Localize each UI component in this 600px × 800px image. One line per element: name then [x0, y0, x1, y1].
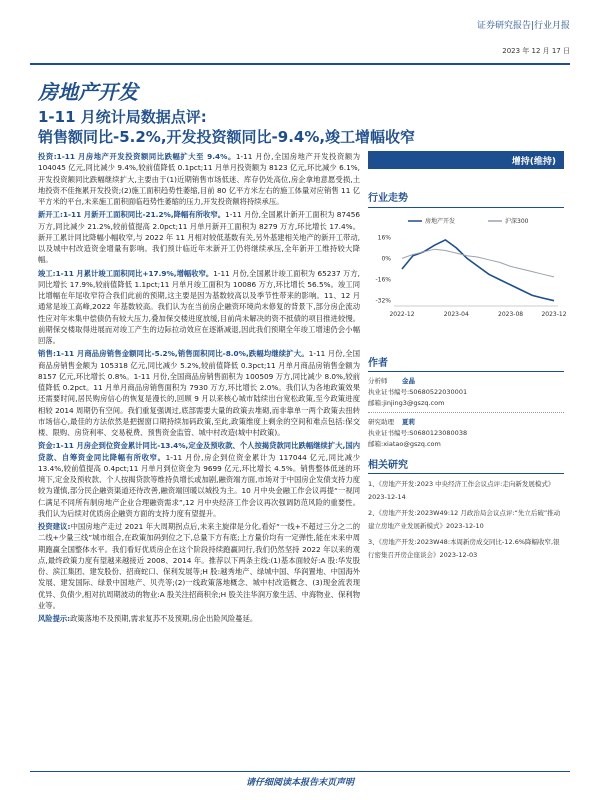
x-tick-label: 2022-12	[389, 311, 415, 318]
y-tick-label: -32%	[375, 297, 391, 305]
main-body	[38, 151, 360, 626]
related-section-title: 相关研究	[368, 456, 564, 474]
authors-section-title: 作者	[368, 354, 564, 372]
related-item[interactable]: 3、《房地产开发:2023W48:本周新房成交同比-12.6%降幅收窄,银行密集召开房企座谈会》2023-12-03	[368, 538, 560, 559]
series-line-2	[402, 249, 554, 277]
report-headline: 销售额同比-5.2%,开发投资额同比-9.4%,竣工增幅收窄	[38, 128, 416, 146]
author-1	[368, 376, 564, 409]
author-2	[368, 417, 564, 450]
paragraph-sales: 销售:1-11 月商品房销售金额同比-5.2%,销售面积同比-8.0%,跌幅均继续扩大。1-11 月份,全国商品房销售金额为 105318 亿元,同比减少 5.2%,较前值降低 0.3pct;11 月单月商品房销售金额为 8157 亿元,环比增长 0.8%。1-11 月份,全国商品房销售面积为 100509 万方,同比减少 8.0%,较前值降低 0.2pct。11 月单月商品房销售面积为 7930 万方,环比增长 2.0%。我们认为各地政策效果还需要时间,居民购房信心的恢复是漫长的,回顾 9 月以来核心城市陆续出台宽松政策,至今政策进度相较 2014 周期仍有空间。我们重复强调过,底部需要大量的政策去堆砌,而非靠单一两个政策去扭转市场信心,最佳的方法依然是把握窗口期持续加码政策,至此,政策维度上剩余的空间和难点包括:保交楼、限购、房贷利率、交易税费、预售资金监管、城中村改造(城中村政策)。	[38, 349, 361, 437]
report-type: 证券研究报告|行业月报	[476, 21, 570, 31]
author-divider	[368, 412, 564, 413]
report-subtitle: 1-11 月统计局数据点评:	[38, 108, 207, 126]
report-date: 2023 年 12 月 17 日	[502, 47, 570, 55]
author-name: 夏莉	[402, 418, 415, 426]
trend-chart-svg	[368, 214, 567, 326]
y-tick-label: 0%	[381, 255, 391, 263]
license-number: S0680522030001	[409, 388, 468, 396]
paragraph-investment: 投资:1-11 月房地产开发投资额同比跌幅扩大至 9.4%。1-11 月份,全国房地产开发投资额为 104045 亿元,同比减少 9.4%,较前值降低 0.1pct;11 月单月投资额为 8123 亿元,环比减少 6.1%,开发投资额同比跌幅继续扩大,主要由于(1)近期销售市场低迷、库存仍处高位,房企拿地意愿受损,土地投资不佳拖累开发投资;(2)施工面积趋势性萎缩,目前 80 亿平方米左右的施工体量对应销售 11 亿平方米的平台,未来施工面积面临趋势性萎缩的压力,开发投资额将持续承压。	[38, 152, 361, 206]
author-name: 金晶	[402, 377, 415, 385]
email-label: 邮箱:	[368, 440, 384, 448]
x-tick-label: 2023-08	[498, 311, 524, 318]
email-label: 邮箱:	[368, 399, 384, 407]
sidebar	[368, 151, 567, 565]
trend-chart	[368, 214, 567, 326]
paragraph-risk: 风险提示:政策落地不及预期,需求复苏不及预期,房企出险风险蔓延。	[38, 614, 258, 623]
rating-badge: 增持(维持)	[368, 151, 564, 169]
footer-disclaimer: 请仔细阅读本报告末页声明	[245, 778, 354, 788]
trend-section-title: 行业走势	[368, 189, 564, 208]
industry-title: 房地产开发	[38, 80, 138, 104]
related-item[interactable]: 2、《房地产开发:2023W49:12 月政治局会议点评:“先立后破”推动建立房地产业发展新模式》2023-12-10	[368, 509, 561, 530]
author-role: 分析师	[368, 377, 388, 385]
author-email[interactable]: xiatao@gszq.com	[383, 440, 441, 448]
related-item[interactable]: 1、《房地产开发:2023 中央经济工作会议点评:走向新发展模式》2023-12-14	[368, 480, 555, 501]
x-tick-label: 2023-04	[443, 311, 469, 318]
x-tick-label: 2023-12	[541, 311, 567, 318]
related-list	[368, 478, 564, 561]
license-number: S0680123080038	[409, 429, 468, 437]
author-role: 研究助理	[368, 418, 394, 426]
paragraph-investment-advice: 投资建议:中国房地产走过 2021 年大周期拐点后,未来主旋律是分化,看好“一线+不超过三分之二的二线+少量三线”城市组合,在政策加码到位之下,总量下方有底;上方量价均有一定弹性,能在未来中周期跑赢全国整体水平。我们看好优质房企在这个阶段持续跑赢同行,我们仍然坚持 2022 年以来的观点,最终政策力度有望越来越接近 2008、2014 年。推荐以下两条主线:(1)基本面较好:A 股:华发股份、滨江集团、建发股份、招商蛇口、保利发展等;H 股:越秀地产、绿城中国、华润置地、中国海外发展、建发国际、绿景中国地产、贝壳等;(2)一线政策落地概念、城中村改造概念、(3)现金流表现优异、负债少,相对抗周期波动的物业:A 股关注招商积余;H 股关注华润万象生活、中海物业、保利物业等。	[38, 522, 360, 610]
license-label: 执业证书编号:	[368, 429, 410, 437]
legend-label: 房地产开发	[425, 218, 456, 225]
author-email[interactable]: jinjing3@gszq.com	[383, 399, 445, 407]
footer-divider	[30, 771, 570, 772]
paragraph-new-construction: 新开工:1-11 月新开工面积同比-21.2%,降幅有所收窄。1-11 月份,全国累计新开工面积为 87456 万方,同比减少 21.2%,较前值提高 2.0pct;11 月单月新开工面积为 8279 万方,环比增长 17.4%。新开工累计同比降幅小幅收窄,与 2022 年 11 月相对较低基数有关,另外基建相关地产的新开工带动,以及城中村改造资金增量有影响。我们预计临近年末新开工仍将继续承压,全年新开工维持较大降幅。	[38, 210, 360, 265]
y-tick-label: -16%	[375, 276, 391, 284]
series-line-1	[402, 240, 554, 301]
header-divider	[30, 63, 570, 65]
legend-label: 沪深300	[505, 218, 529, 225]
y-tick-label: 16%	[377, 234, 391, 242]
paragraph-funding: 资金:1-11 月房企到位资金累计同比-13.4%,定金及预收款、个人按揭贷款同比跌幅继续扩大,国内贷款、自筹资金同比降幅有所收窄。1-11 月份,房企到位资金累计为 117044 亿元,同比减少 13.4%,较前值提高 0.4pct;11 月单月到位资金为 9699 亿元,环比增长 4.5%。销售整体低迷的环境下,定金及预收款、个人按揭贷款等维持负增长或加剧,融资端方面,市场对于中国房企发债支持力度较为谨慎,部分民企融资渠道还待改善,融资端回暖以城投为主。10 月中央金融工作会议再提“一视同仁满足不同所有制房地产企业合理融资需求”,12 月中央经济工作会议再次强调防范风险的重要性。我们认为后续对优质房企融资方面的支持力度有望提升。	[38, 441, 360, 518]
paragraph-completion: 竣工:1-11 月累计竣工面积同比+17.9%,增幅收窄。1-11 月份,全国累计竣工面积为 65237 万方,同比增长 17.9%,较前值降低 1.1pct;11 月单月竣工面积为 10086 万方,环比增长 56.5%。竣工同比增幅在年尾收窄符合我们此前的预期,这主要是因为基数较高以及季节性带来的影响。11、12 月通常是竣工高峰,2022 年基数较高。我们认为在当前房企融资环境尚未修复的背景下,部分房企流动性应对年末集中偿债仍有较大压力,叠加保交楼进度放缓,目前尚未解决的资不抵债的项目推进较慢。前期保交楼取得进展而对竣工产生的边际拉动效应在逐渐减退,因此我们预期全年竣工增速仍会小幅回落。	[38, 268, 360, 345]
license-label: 执业证书编号:	[368, 388, 410, 396]
